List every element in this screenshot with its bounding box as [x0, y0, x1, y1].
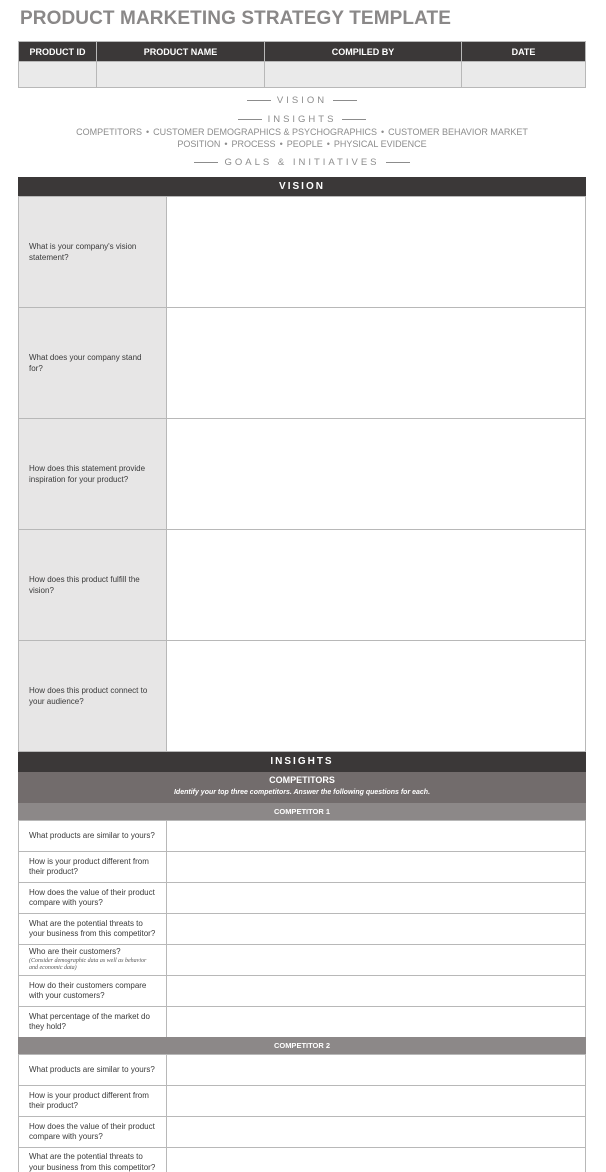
competitor-question: How do their customers compare with your customers?: [19, 976, 167, 1007]
table-row: [19, 1117, 586, 1148]
vision-row: [19, 530, 586, 641]
competitor-answer-field[interactable]: [167, 1055, 586, 1086]
competitor-question: What percentage of the market do they hold?: [19, 1007, 167, 1038]
competitor-answer-field[interactable]: [167, 1007, 586, 1038]
competitor-answer-field[interactable]: [167, 1086, 586, 1117]
competitor-question: How is your product different from their product?: [19, 1086, 167, 1117]
vision-question: How does this product fulfill the vision?: [19, 530, 167, 641]
customers-question-text: Who are their customers?: [29, 947, 121, 957]
legend-insights-items-2: POSITION • PROCESS • PEOPLE • PHYSICAL EVIDENCE: [177, 139, 427, 149]
vision-row: [19, 308, 586, 419]
competitor-answer-field[interactable]: [167, 821, 586, 852]
competitor-answer-field[interactable]: [167, 1148, 586, 1172]
table-row: [19, 945, 586, 976]
table-row: [19, 1055, 586, 1086]
competitor-answer-field[interactable]: [167, 976, 586, 1007]
competitor-question: What products are similar to yours?: [19, 821, 167, 852]
competitor-1-table: [18, 820, 586, 1038]
competitor-answer-field[interactable]: [167, 914, 586, 945]
competitor-question: How is your product different from their product?: [19, 852, 167, 883]
competitor-answer-field[interactable]: [167, 883, 586, 914]
vision-answer-field[interactable]: [167, 197, 586, 308]
competitor-question: What are the potential threats to your business from this competitor?: [19, 914, 167, 945]
table-row: [19, 1148, 586, 1172]
table-row: [19, 821, 586, 852]
customers-note: (Consider demographic data as well as behavior and economic data): [29, 957, 147, 972]
competitor-2-table: [18, 1054, 586, 1172]
insights-section-heading: INSIGHTS: [18, 752, 586, 772]
vision-row: [19, 641, 586, 752]
page-title: PRODUCT MARKETING STRATEGY TEMPLATE: [20, 8, 451, 29]
competitor-2-heading: COMPETITOR 2: [18, 1037, 586, 1054]
header-table: [18, 41, 586, 88]
vision-question: What does your company stand for?: [19, 308, 167, 419]
competitor-answer-field[interactable]: [167, 852, 586, 883]
table-row: [19, 976, 586, 1007]
vision-answer-field[interactable]: [167, 419, 586, 530]
competitor-question: How does the value of their product compare with yours?: [19, 883, 167, 914]
col-product-id: PRODUCT ID: [19, 42, 97, 62]
competitor-question-customers: [19, 945, 167, 976]
product-name-field[interactable]: [97, 62, 265, 88]
vision-question: How does this statement provide inspiration for your product?: [19, 419, 167, 530]
col-product-name: PRODUCT NAME: [97, 42, 265, 62]
vision-answer-field[interactable]: [167, 641, 586, 752]
vision-section-heading: VISION: [18, 177, 586, 196]
legend-goals: GOALS & INITIATIVES: [18, 157, 586, 168]
competitor-question: How does the value of their product compare with yours?: [19, 1117, 167, 1148]
legend-insights-items-1: COMPETITORS • CUSTOMER DEMOGRAPHICS & PSYCHOGRAPHICS • CUSTOMER BEHAVIOR MARKET: [76, 127, 528, 137]
vision-row: [19, 197, 586, 308]
vision-answer-field[interactable]: [167, 530, 586, 641]
table-row: [19, 1007, 586, 1038]
vision-answer-field[interactable]: [167, 308, 586, 419]
legend-insights: INSIGHTS: [18, 114, 586, 125]
table-row: [19, 883, 586, 914]
vision-row: [19, 419, 586, 530]
legend-vision: VISION: [18, 95, 586, 106]
competitor-answer-field[interactable]: [167, 945, 586, 976]
competitor-question: What products are similar to yours?: [19, 1055, 167, 1086]
competitors-instructions: Identify your top three competitors. Answer the following questions for each.: [173, 789, 431, 796]
competitor-question: What are the potential threats to your business from this competitor?: [19, 1148, 167, 1172]
compiled-by-field[interactable]: [265, 62, 462, 88]
product-id-field[interactable]: [19, 62, 97, 88]
competitors-heading: COMPETITORS: [269, 775, 335, 785]
competitors-header: [18, 772, 586, 803]
competitor-answer-field[interactable]: [167, 1117, 586, 1148]
table-row: [19, 914, 586, 945]
vision-question: What is your company's vision statement?: [19, 197, 167, 308]
vision-table: [18, 196, 586, 752]
col-compiled-by: COMPILED BY: [265, 42, 462, 62]
col-date: DATE: [462, 42, 586, 62]
competitor-1-heading: COMPETITOR 1: [18, 803, 586, 820]
table-row: [19, 852, 586, 883]
date-field[interactable]: [462, 62, 586, 88]
table-row: [19, 1086, 586, 1117]
vision-question: How does this product connect to your audience?: [19, 641, 167, 752]
